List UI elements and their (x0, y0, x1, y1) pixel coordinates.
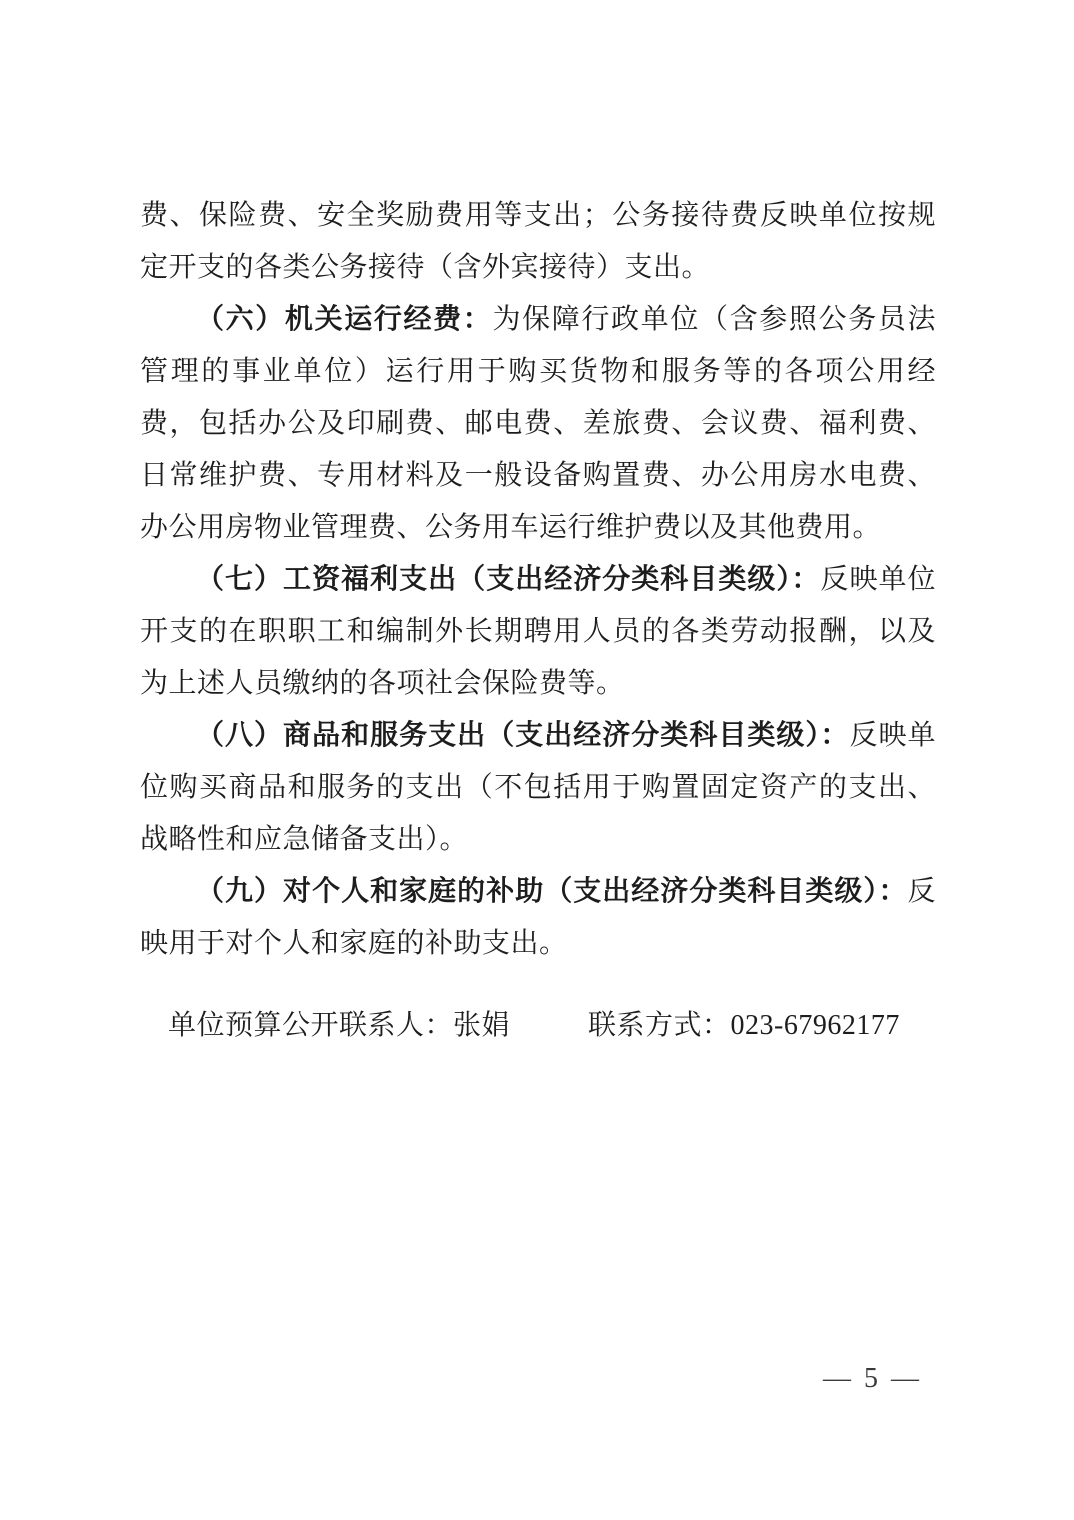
contact-line (140, 1000, 936, 1052)
contact-phone-number: 023-67962177 (730, 1010, 900, 1041)
paragraph-text: 反映单位购买商品和服务的支出（不包括用于购置固定资产的支出、战略性和应急储备支出）。 (140, 720, 936, 855)
paragraph-text: 反映用于对个人和家庭的补助支出。 (140, 876, 936, 959)
paragraph-item-9 (140, 866, 936, 970)
paragraph-item-8 (140, 710, 936, 866)
paragraph-lead: （七）工资福利支出（支出经济分类科目类级）： (196, 564, 821, 595)
paragraph-lead: （八）商品和服务支出（支出经济分类科目类级）： (196, 720, 850, 751)
paragraph-lead: （六）机关运行经费： (196, 304, 493, 335)
contact-spacer (510, 1033, 588, 1034)
contact-person-label: 单位预算公开联系人： (168, 1010, 454, 1041)
paragraph-text: 为保障行政单位（含参照公务员法管理的事业单位）运行用于购买货物和服务等的各项公用经费，包括办公及印刷费、邮电费、差旅费、会议费、福利费、日常维护费、专用材料及一般设备购置费、办公用房水电费、办公用房物业管理费、公务用车运行维护费以及其他费用。 (140, 304, 936, 543)
paragraph-text: 费、保险费、安全奖励费用等支出；公务接待费反映单位按规定开支的各类公务接待（含外宾接待）支出。 (140, 200, 936, 283)
contact-person-name: 张娟 (453, 1010, 511, 1041)
paragraph-lead: （九）对个人和家庭的补助（支出经济分类科目类级）： (196, 876, 908, 907)
paragraph-item-6 (140, 294, 936, 554)
contact-phone-label: 联系方式： (588, 1010, 731, 1041)
paragraph-item-7 (140, 554, 936, 710)
paragraph-text: 反映单位开支的在职职工和编制外长期聘用人员的各类劳动报酬，以及为上述人员缴纳的各项社会保险费等。 (140, 564, 936, 699)
document-body (140, 190, 936, 1052)
page-number: — 5 — (823, 1363, 922, 1394)
paragraph-continuation (140, 190, 936, 294)
